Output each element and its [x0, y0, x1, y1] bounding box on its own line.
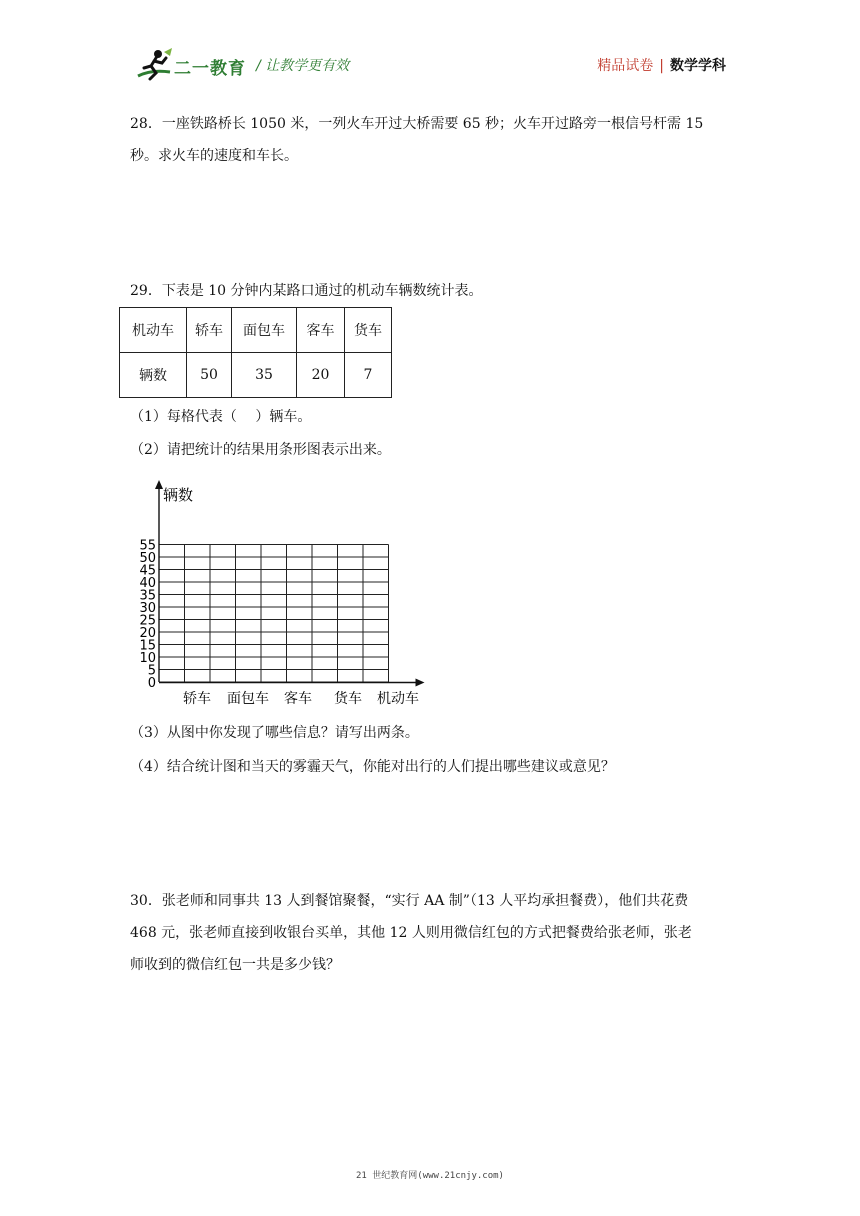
slogan: / 让教学更有效 [256, 58, 350, 74]
table-cell: 7 [345, 353, 392, 398]
question-28-line-1: 28．一座铁路桥长 1050 米，一列火车开过大桥需要 65 秒；火车开过路旁一根信号杆需 15 [130, 116, 704, 132]
header-label: 精品试卷 [597, 58, 654, 74]
header-subject [597, 55, 726, 75]
x-axis-label: 机动车 [377, 691, 419, 707]
table-cell: 50 [187, 353, 232, 398]
bar-chart-grid [126, 478, 446, 708]
table-header-row [120, 308, 392, 353]
question-30 [130, 885, 730, 981]
question-30-line-3: 师收到的微信红包一共是多少钱？ [130, 957, 340, 973]
x-axis-arrow-icon [416, 679, 425, 687]
chart-grid [155, 480, 425, 687]
question-30-line-1: 30．张老师和同事共 13 人到餐馆聚餐，“实行 AA 制”（13 人平均承担餐费），他们共花费 [130, 893, 689, 909]
y-tick-label: 25 [139, 613, 156, 629]
y-tick-label: 40 [139, 576, 156, 591]
table-header-cell: 客车 [297, 308, 345, 353]
table-row [120, 353, 392, 398]
question-29-sub-2: （2）请把统计的结果用条形图表示出来。 [130, 442, 391, 458]
page-header [0, 0, 860, 90]
question-29-sub-1: （1）每格代表（ ）辆车。 [130, 409, 312, 425]
y-tick-label: 5 [147, 663, 156, 679]
header-subject-name: 数学学科 [670, 58, 726, 74]
y-tick-label: 30 [139, 601, 156, 616]
question-29-sub-3: （3）从图中你发现了哪些信息？请写出两条。 [130, 725, 419, 741]
y-tick-label: 35 [139, 588, 156, 604]
x-category-label: 轿车 [183, 691, 211, 707]
y-axis-label: 辆数 [163, 486, 194, 504]
question-29-intro: 29．下表是 10 分钟内某路口通过的机动车辆数统计表。 [130, 283, 483, 299]
y-tick-label: 10 [139, 651, 156, 666]
y-tick-label: 15 [139, 638, 156, 654]
table-cell: 辆数 [120, 353, 187, 398]
table-cell: 35 [232, 353, 297, 398]
question-29-sub-4: （4）结合统计图和当天的雾霾天气，你能对出行的人们提出哪些建议或意见？ [130, 759, 615, 775]
y-tick-labels [139, 539, 156, 692]
question-30-line-2: 468 元，张老师直接到收银台买单，其他 12 人则用微信红包的方式把餐费给张老师，张老 [130, 925, 692, 941]
y-tick-label: 50 [139, 551, 156, 566]
table-header-cell: 机动车 [120, 308, 187, 353]
y-tick-label: 20 [139, 626, 156, 641]
table-header-cell: 货车 [345, 308, 392, 353]
x-category-label: 面包车 [227, 691, 269, 707]
header-separator: | [659, 58, 664, 74]
vehicle-count-table [119, 307, 392, 398]
page-footer: 21 世纪教育网(www.21cnjy.com) [356, 1171, 504, 1181]
question-28 [130, 108, 730, 172]
y-tick-label: 0 [147, 676, 156, 691]
table-header-cell: 轿车 [187, 308, 232, 353]
brand-name: 二一教育 [174, 59, 246, 79]
y-tick-label: 45 [139, 563, 156, 579]
question-28-line-2: 秒。求火车的速度和车长。 [130, 148, 298, 164]
x-category-label: 客车 [284, 691, 312, 707]
y-tick-label: 55 [139, 538, 156, 554]
x-category-label: 货车 [334, 691, 362, 707]
y-axis-arrow-icon [155, 480, 163, 489]
x-category-labels [183, 690, 419, 707]
table-cell: 20 [297, 353, 345, 398]
table-header-cell: 面包车 [232, 308, 297, 353]
